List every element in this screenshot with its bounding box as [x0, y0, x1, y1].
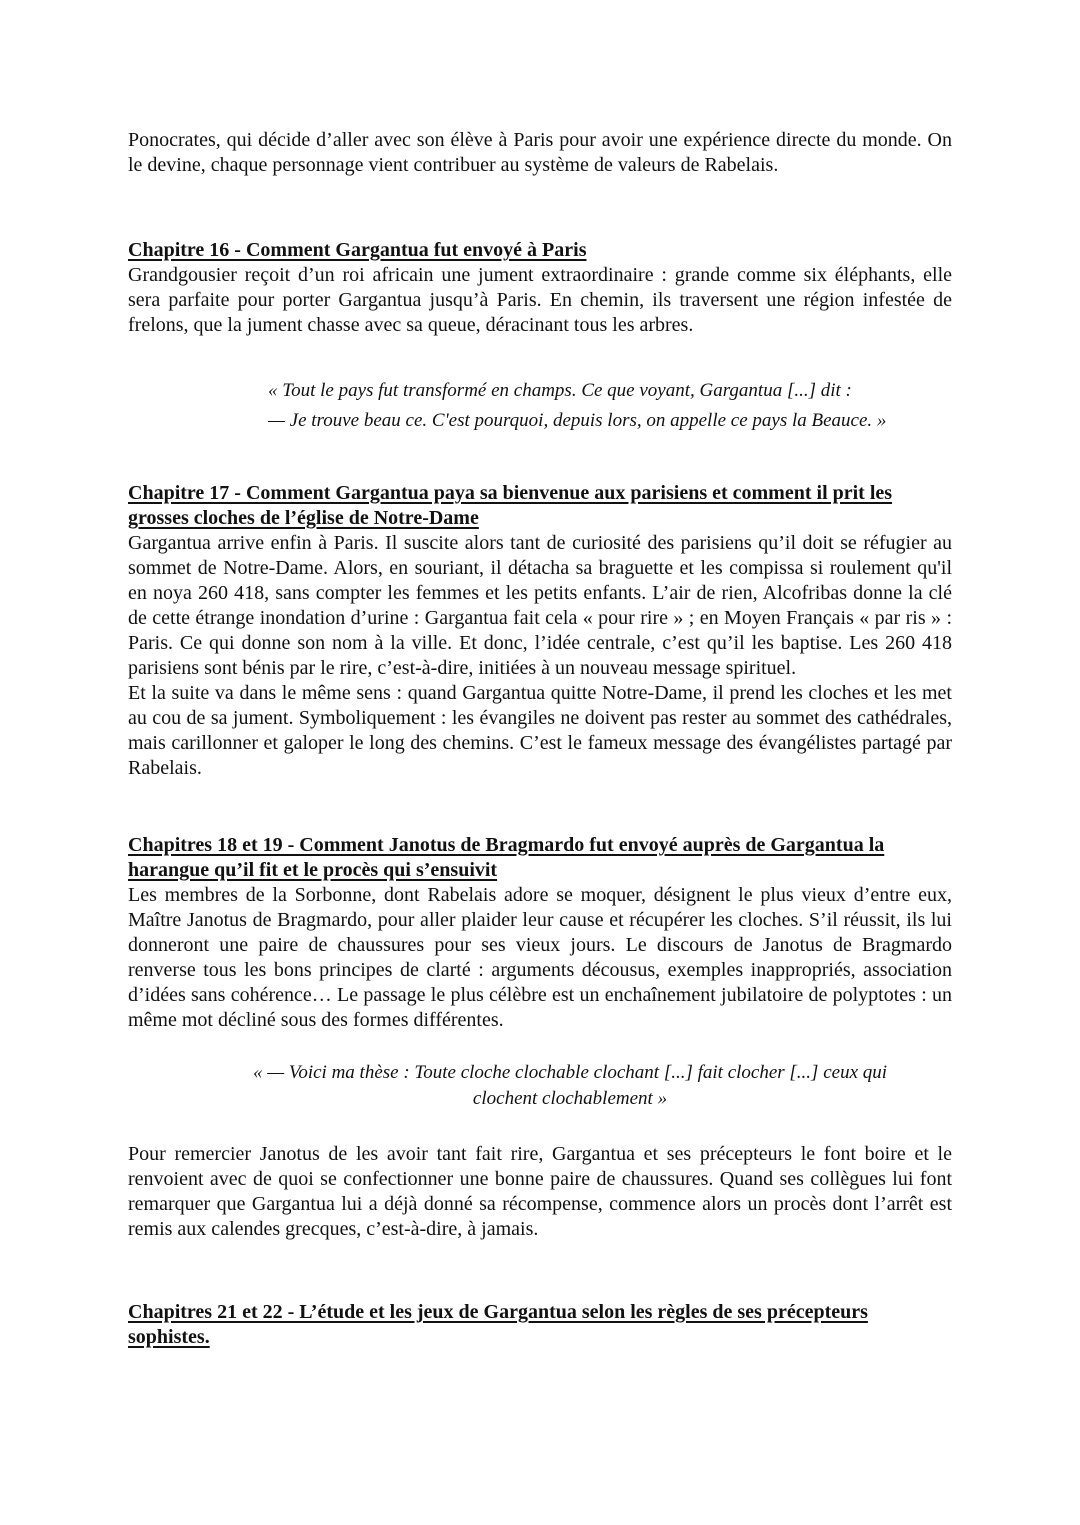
section-chapitre-17 — [128, 481, 952, 781]
document-page — [128, 128, 952, 1350]
section-paragraph: Grandgousier reçoit d’un roi africain une jument extraordinaire : grande comme six éléphants, elle sera parfaite pour porter Gargantua jusqu’à Paris. En chemin, ils traversent une région infestée de frelons, que la jument chasse avec sa queue, déracinant tous les arbres. — [128, 264, 952, 336]
section-chapitres-21-22 — [128, 1300, 952, 1350]
section-paragraph: Gargantua arrive enfin à Paris. Il suscite alors tant de curiosité des parisiens qu’il doit se réfugier au sommet de Notre-Dame. Alors, en souriant, il détacha sa braguette et les compissa si roulement qu'il en noya 260 418, sans compter les femmes et les petits enfants. L’air de rien, Alcofribas donne la clé de cette étrange inondation d’urine : Gargantua fait cela « pour rire » ; en Moyen Français « par ris » : Paris. Ce qui donne son nom à la ville. Et donc, l’idée centrale, c’est qu’il les baptise. Les 260 418 parisiens sont bénis par le rire, c’est-à-dire, initiées à un nouveau message spirituel. — [128, 532, 952, 679]
section-heading: Chapitre 16 - Comment Gargantua fut envoyé à Paris — [128, 239, 587, 261]
quote-line: « — Voici ma thèse : Toute cloche clochable clochant [...] fait clocher [...] ceux qui — [252, 1062, 888, 1083]
section-chapitre-16 — [128, 238, 952, 436]
section-paragraph: Et la suite va dans le même sens : quand Gargantua quitte Notre-Dame, il prend les cloches et les met au cou de sa jument. Symboliquement : les évangiles ne doivent pas rester au sommet des cathédrales, mais carillonner et galoper le long des chemins. C’est le fameux message des évangélistes partagé par Rabelais. — [128, 682, 952, 779]
section-heading: Chapitre 17 - Comment Gargantua paya sa bienvenue aux parisiens et comment il prit les grosses cloches de l’église de Notre-Dame — [128, 482, 893, 529]
intro-paragraph: Ponocrates, qui décide d’aller avec son élève à Paris pour avoir une expérience directe du monde. On le devine, chaque personnage vient contribuer au système de valeurs de Rabelais. — [128, 129, 952, 176]
section-heading: Chapitres 18 et 19 - Comment Janotus de Bragmardo fut envoyé auprès de Gargantua la harangue qu’il fit et le procès qui s’ensuivit — [128, 834, 885, 881]
section-paragraph: Pour remercier Janotus de les avoir tant fait rire, Gargantua et ses précepteurs le font boire et le renvoient avec de quoi se confectionner une bonne paire de chaussures. Quand ses collègues lui font remarquer que Gargantua lui a déjà donné sa récompense, commence alors un procès dont l’arrêt est remis aux calendes grecques, c’est-à-dire, à jamais. — [128, 1143, 952, 1240]
section-chapitres-18-19 — [128, 833, 952, 1242]
quote-line: clochent clochablement » — [472, 1088, 668, 1109]
section-heading: Chapitres 21 et 22 - L’étude et les jeux de Gargantua selon les règles de ses précepteurs sophistes. — [128, 1301, 868, 1348]
quote-line: « Tout le pays fut transformé en champs. Ce que voyant, Gargantua [...] dit : — [268, 380, 852, 401]
block-quote — [268, 376, 952, 436]
quote-line: — Je trouve beau ce. C'est pourquoi, depuis lors, on appelle ce pays la Beauce. » — [268, 410, 887, 431]
section-paragraph: Les membres de la Sorbonne, dont Rabelais adore se moquer, désignent le plus vieux d’entre eux, Maître Janotus de Bragmardo, pour aller plaider leur cause et récupérer les cloches. S’il réussit, ils lui donneront une paire de chaussures pour ses vieux jours. Le discours de Janotus de Bragmardo renverse tous les bons principes de clarté : arguments décousus, exemples inappropriés, association d’idées sans cohérence… Le passage le plus célèbre est un enchaînement jubilatoire de polyptotes : un même mot décliné sous des formes différentes. — [128, 884, 952, 1031]
block-quote — [128, 1060, 952, 1112]
